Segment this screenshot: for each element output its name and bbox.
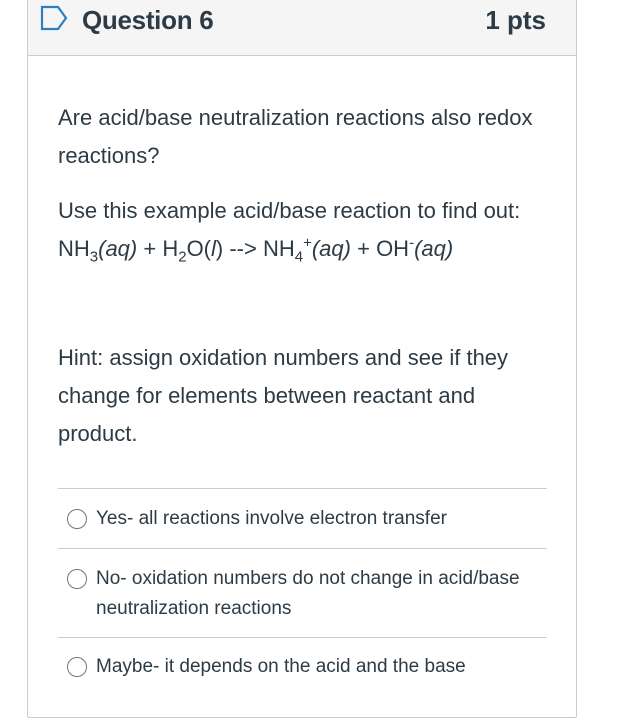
reaction-arrow: --> (223, 236, 263, 261)
question-prompt: Are acid/base neutralization reactions also redox reactions? (58, 105, 533, 168)
question-header (28, 0, 576, 56)
flag-question-icon[interactable] (36, 3, 70, 33)
answer-label[interactable]: No- oxidation numbers do not change in acid/base neutralization reactions (96, 568, 520, 619)
radio-button-icon[interactable] (67, 509, 87, 529)
radio-button-icon[interactable] (67, 569, 87, 589)
answer-option-maybe[interactable] (58, 637, 547, 697)
question-equation-paragraph: Use this example acid/base reaction to find out: $NH_3(aq) + H_2O(l)$ --> $NH_4^+(aq) + OH^-(aq)$ (58, 198, 521, 266)
answer-option-yes[interactable] (58, 488, 547, 548)
equation-lead: Use this example acid/base reaction to find out: (58, 198, 521, 223)
answer-option-no[interactable] (58, 548, 547, 637)
product-hydroxide: OH-(aq) (376, 234, 454, 261)
question-points: 1 pts (485, 5, 546, 35)
answer-list (58, 488, 547, 697)
radio-button-icon[interactable] (67, 657, 87, 677)
product-ammonium: $NH_4^+(aq)$ (262, 234, 351, 266)
answer-label[interactable]: Yes- all reactions involve electron transfer (96, 508, 447, 529)
question-title: Question 6 (82, 5, 214, 35)
question-card (27, 0, 577, 718)
answer-label[interactable]: Maybe- it depends on the acid and the base (96, 656, 466, 677)
reactant-water: $H_2O(l)$ (162, 236, 224, 266)
question-hint: Hint: assign oxidation numbers and see if they change for elements between reactant and product. (58, 345, 509, 446)
reactant-ammonia: $NH_3(aq)$ (58, 236, 138, 266)
